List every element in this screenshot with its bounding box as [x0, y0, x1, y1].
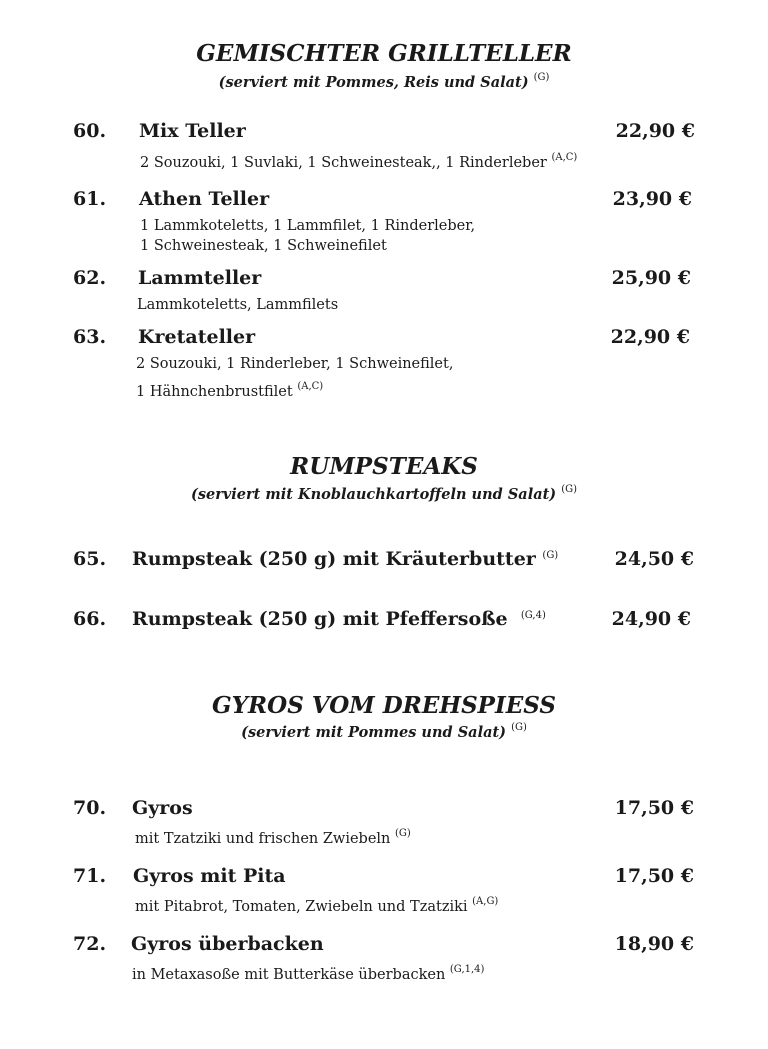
item-price: 24,90 €	[611, 608, 691, 630]
allergen-note: (G,4)	[520, 610, 546, 621]
item-description: mit Tzatziki und frischen Zwiebeln $^{(G)}$	[135, 828, 411, 847]
item-number: 60.	[73, 120, 107, 142]
item-name: Lammteller	[138, 267, 262, 289]
item-number: 61.	[73, 188, 107, 210]
item-description: 2 Souzouki, 1 Suvlaki, 1 Schweinesteak,, 1 Rinderleber $^{(A,C)}$	[140, 152, 578, 171]
allergen-note: (A,C)	[551, 152, 578, 163]
item-name: Gyros	[132, 797, 193, 819]
section-subtitle: (serviert mit Pommes und Salat) $^{(G)}$	[241, 722, 527, 741]
allergen-note: (G)	[395, 828, 411, 839]
item-name: Kretateller	[138, 326, 256, 348]
item-price: 17,50 €	[614, 797, 694, 819]
item-number: 63.	[73, 326, 107, 348]
item-number: 66.	[73, 608, 107, 630]
allergen-note: (G)	[533, 72, 550, 83]
allergen-note: (A,C)	[297, 381, 324, 392]
item-price: 18,90 €	[614, 933, 694, 955]
item-number: 62.	[73, 267, 107, 289]
item-price: 24,50 €	[614, 548, 694, 570]
item-name: Rumpsteak (250 g) mit Kräuterbutter $^{(G)}$	[132, 548, 559, 570]
allergen-note: (G)	[542, 550, 559, 561]
section-subtitle: (serviert mit Knoblauchkartoffeln und Salat) $^{(G)}$	[190, 484, 578, 503]
item-price: 22,90 €	[615, 120, 695, 142]
item-number: 65.	[73, 548, 107, 570]
item-description: Lammkoteletts, Lammfilets	[137, 297, 339, 313]
allergen-note: (G)	[511, 722, 527, 733]
item-name: Gyros überbacken	[131, 933, 324, 955]
item-description: mit Pitabrot, Tomaten, Zwiebeln und Tzatziki $^{(A,G)}$	[135, 896, 499, 915]
item-price: 23,90 €	[612, 188, 692, 210]
item-number: 70.	[73, 797, 107, 819]
item-description: in Metaxasoße mit Butterkäse überbacken $^{(G,1,4)}$	[132, 964, 485, 983]
section-title: GEMISCHTER GRILLTELLER	[196, 40, 572, 67]
item-price: 25,90 €	[611, 267, 691, 289]
item-price: 22,90 €	[610, 326, 690, 348]
section-subtitle: (serviert mit Pommes, Reis und Salat) $^{(G)}$	[218, 72, 550, 91]
section-title: GYROS VOM DREHSPIESS	[211, 692, 556, 719]
allergen-note: (G,1,4)	[449, 964, 485, 975]
item-description: 2 Souzouki, 1 Rinderleber, 1 Schweinefilet, 1 Hähnchenbrustfilet $^{(A,C)}$	[136, 356, 454, 400]
item-name: Mix Teller	[139, 120, 246, 142]
allergen-note: (G)	[561, 484, 578, 495]
item-name: Rumpsteak (250 g) mit Pfeffersoße $^{(G,4)}$	[132, 608, 546, 630]
item-price: 17,50 €	[614, 865, 694, 887]
item-number: 72.	[73, 933, 107, 955]
section-title: RUMPSTEAKS	[290, 453, 478, 480]
item-name: Gyros mit Pita	[133, 865, 286, 887]
allergen-note: (A,G)	[472, 896, 499, 907]
item-name: Athen Teller	[139, 188, 270, 210]
item-description: 1 Lammkoteletts, 1 Lammfilet, 1 Rinderleber, 1 Schweinesteak, 1 Schweinefilet	[140, 218, 476, 254]
item-number: 71.	[73, 865, 107, 887]
